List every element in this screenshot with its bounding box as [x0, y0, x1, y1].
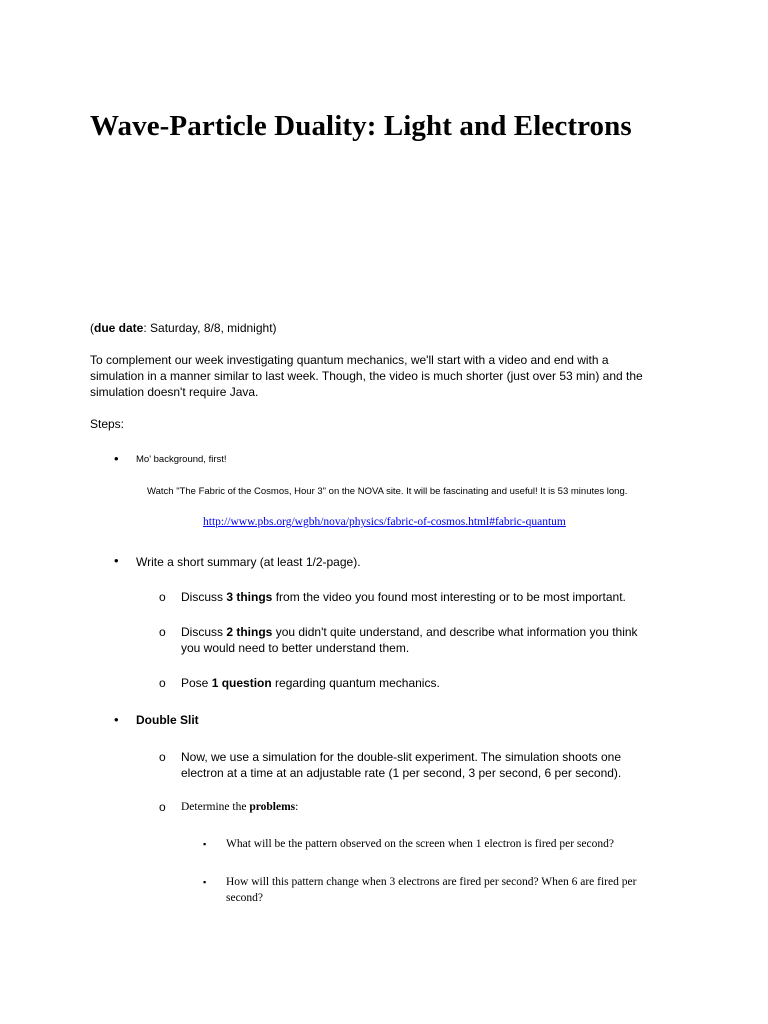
circle-marker: o — [159, 590, 166, 604]
square-marker: ▪ — [203, 877, 207, 887]
item-text: Discuss — [181, 625, 227, 639]
item-text: you didn't quite understand, and describe what information you think — [272, 625, 638, 639]
summary-title: Write a short summary (at least 1/2-page). — [136, 555, 361, 569]
bullet-marker: • — [114, 451, 119, 466]
page-title: Wave-Particle Duality: Light and Electrons — [90, 110, 632, 142]
item-bold: problems — [249, 801, 296, 813]
item-text: you would need to better understand them. — [181, 641, 410, 655]
intro-line: simulation doesn't require Java. — [90, 385, 259, 399]
bullet-marker: • — [114, 712, 119, 727]
summary-item-understand — [181, 624, 638, 656]
due-date — [90, 320, 277, 336]
double-slit-title: Double Slit — [136, 713, 199, 727]
due-date-label: due date — [94, 321, 144, 335]
item-text: How will this pattern change when 3 electrons are fired per second? When 6 are fired per — [226, 876, 637, 888]
circle-marker: o — [159, 625, 166, 639]
intro-line: To complement our week investigating quantum mechanics, we'll start with a video and end with a — [90, 353, 609, 367]
item-bold: 3 things — [226, 590, 273, 604]
item-bold: 1 question — [211, 676, 272, 690]
problem-question-2 — [226, 874, 636, 906]
item-text: electron at a time at an adjustable rate (1 per second, 3 per second, 6 per second). — [181, 766, 622, 780]
intro-line: simulation in a manner similar to last week. Though, the video is much shorter (just over 53 min) and the — [90, 369, 643, 383]
item-text: second? — [226, 892, 264, 904]
square-marker: ▪ — [203, 839, 207, 849]
item-text: Discuss — [181, 590, 227, 604]
circle-marker: o — [159, 676, 166, 690]
background-title: Mo' background, first! — [136, 454, 227, 465]
circle-marker: o — [159, 750, 166, 764]
item-text: Now, we use a simulation for the double-slit experiment. The simulation shoots one — [181, 750, 622, 764]
item-text: from the video you found most interesting or to be most important. — [272, 590, 626, 604]
item-text: regarding quantum mechanics. — [271, 676, 440, 690]
summary-item-things — [181, 589, 626, 605]
due-date-value: : Saturday, 8/8, midnight) — [143, 321, 277, 335]
intro-paragraph — [90, 352, 643, 400]
item-text: Determine the — [181, 801, 250, 813]
circle-marker: o — [159, 800, 166, 814]
problem-question-1: What will be the pattern observed on the screen when 1 electron is fired per second? — [226, 838, 614, 850]
watch-instruction: Watch "The Fabric of the Cosmos, Hour 3" on the NOVA site. It will be fascinating and useful! It is 53 minutes long. — [147, 486, 628, 497]
nova-link[interactable]: http://www.pbs.org/wgbh/nova/physics/fabric-of-cosmos.html#fabric-quantum — [203, 516, 566, 528]
determine-problems — [181, 799, 298, 815]
item-text: : — [295, 801, 299, 813]
double-slit-simulation — [181, 749, 621, 781]
item-bold: 2 things — [226, 625, 273, 639]
due-open-paren: ( — [90, 321, 94, 335]
item-text: Pose — [181, 676, 212, 690]
summary-item-question — [181, 675, 440, 691]
bullet-marker: • — [114, 553, 119, 568]
steps-label: Steps: — [90, 417, 125, 431]
